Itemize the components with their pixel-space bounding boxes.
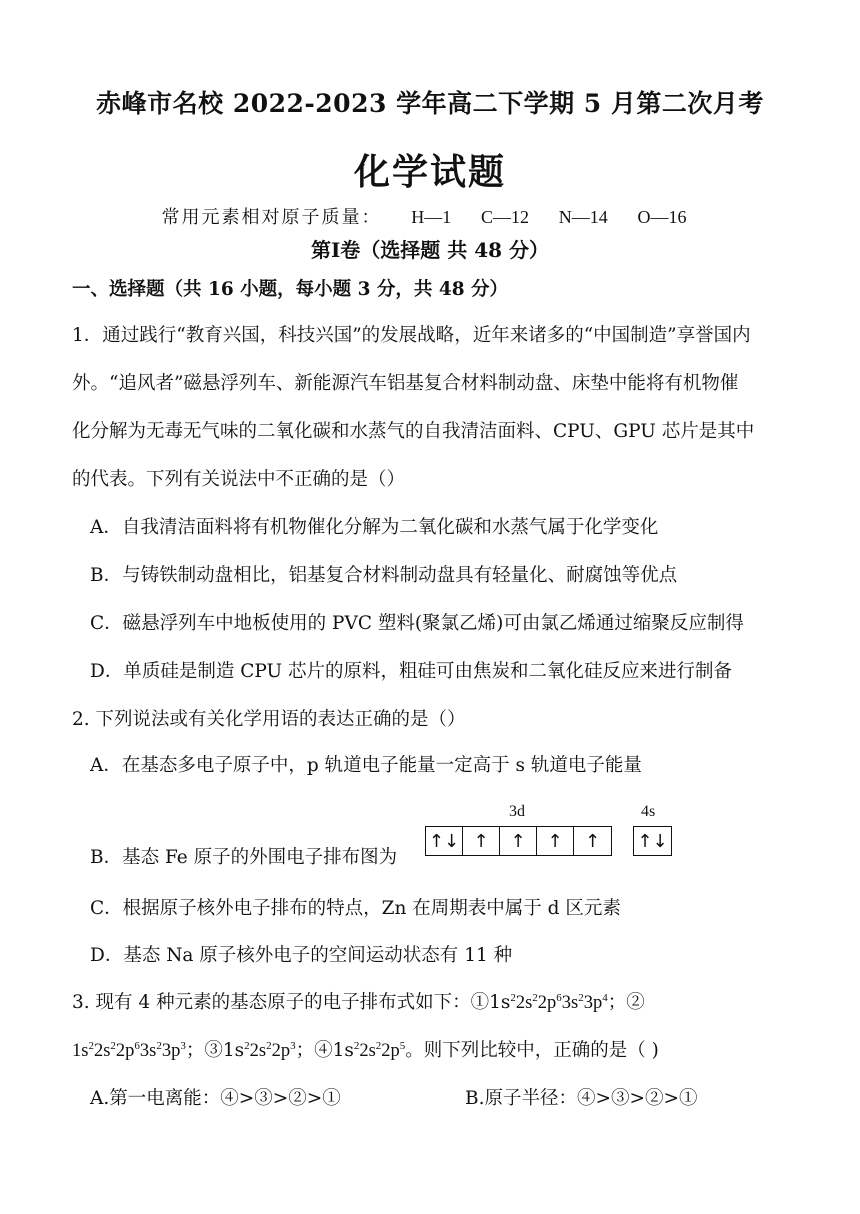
orbital-box-4s (633, 826, 672, 856)
q3-e2-sup-1: 2 (88, 1040, 94, 1052)
q3-e1-sup-5: 4 (602, 992, 608, 1004)
exam-title: 赤峰市名校 2022-2023 学年高二下学期 5 月第二次月考 (96, 89, 764, 118)
q3-option-a: A.第一电离能：④>③>②>① (90, 1088, 341, 1109)
atomic-masses-label: 常用元素相对原子质量： (161, 207, 382, 228)
q3-e1-sup-2: 2 (532, 992, 538, 1004)
orbital-label-4s: 4s (641, 803, 656, 820)
q2-option-b: B．基态 Fe 原子的外围电子排布图为 (90, 847, 398, 868)
q3-e4-2s: 2s (359, 1041, 376, 1061)
q3-stem-line-2 (72, 1036, 659, 1062)
orbital-cell-3d-5: ↑ (584, 830, 601, 852)
q1-option-c: C．磁悬浮列车中地板使用的 PVC 塑料(聚氯乙烯)可由氯乙烯通过缩聚反应制得 (90, 613, 744, 634)
q3-e1-2s: 2s (515, 993, 533, 1013)
q3-e2-2p: 2p (115, 1041, 135, 1061)
section-heading: 一、选择题（共 16 小题，每小题 3 分，共 48 分） (72, 279, 509, 300)
orbital-cell-3d-2: ↑ (463, 827, 500, 855)
volume-heading: 第Ⅰ卷（选择题 共 48 分） (310, 238, 550, 262)
q3-e2-3p: 3p (161, 1041, 181, 1061)
orbital-cell-3d-1: ↑↓ (426, 827, 463, 855)
q1-stem-line-4: 的代表。下列有关说法中不正确的是（） (72, 469, 406, 490)
q3-e1-2p: 2p (537, 993, 557, 1013)
q3-e1-sup-1: 2 (510, 992, 516, 1004)
mass-c: C—12 (480, 207, 529, 227)
q3-e3-2p: 2p (271, 1041, 291, 1061)
q3-e2-sup-5: 3 (180, 1040, 186, 1052)
q3-e2-3s: 3s (139, 1041, 157, 1061)
q3-e1-sup-4: 2 (578, 992, 584, 1004)
q3-e3-prefix: ；③1s (185, 1040, 245, 1061)
q2-stem: 2. 下列说法或有关化学用语的表达正确的是（） (72, 709, 466, 730)
atomic-masses-line (0, 203, 860, 229)
mass-h: H—1 (411, 207, 452, 227)
q1-stem-line-1: 1．通过践行“教育兴国，科技兴国”的发展战略，近年来诸多的“中国制造”享誉国内 (72, 325, 751, 346)
q3-option-b: B.原子半径：④>③>②>① (465, 1088, 698, 1109)
q3-e3-sup-1: 2 (244, 1040, 250, 1052)
q3-e3-sup-3: 3 (290, 1040, 296, 1052)
q3-stem-line-1 (72, 988, 645, 1014)
q3-e4-sup-2: 2 (375, 1040, 382, 1052)
orbital-box-3d (425, 826, 612, 856)
q1-option-d: D．单质硅是制造 CPU 芯片的原料，粗硅可由焦炭和二氧化硅反应来进行制备 (90, 661, 732, 682)
q1-stem-line-2: 外。“追风者”磁悬浮列车、新能源汽车铝基复合材料制动盘、床垫中能将有机物催 (72, 373, 739, 394)
q3-e4-prefix: ；④1s (295, 1040, 354, 1061)
mass-o: O—16 (637, 207, 687, 227)
orbital-cell-3d-4: ↑ (537, 827, 574, 855)
q3-stem-start: 3. 现有 4 种元素的基态原子的电子排布式如下：①1s (72, 992, 511, 1013)
q3-e4-2p: 2p (381, 1041, 400, 1061)
q3-e1-3p: 3p (583, 993, 603, 1013)
orbital-cell-4s-1: ↑↓ (637, 830, 668, 852)
orbital-cell-3d-3: ↑ (500, 827, 537, 855)
q1-stem-line-3: 化分解为无毒无气味的二氧化碳和水蒸气的自我清洁面料、CPU、GPU 芯片是其中 (72, 421, 755, 442)
q3-e1-3s: 3s (561, 993, 579, 1013)
q3-e3-sup-2: 2 (266, 1040, 272, 1052)
q3-e2-2s: 2s (93, 1041, 111, 1061)
q3-e1-sup-3: 6 (556, 992, 562, 1004)
q1-option-a: A．自我清洁面料将有机物催化分解为二氧化碳和水蒸气属于化学变化 (90, 517, 659, 538)
q3-e4-sup-3: 5 (399, 1040, 406, 1052)
q1-option-b: B．与铸铁制动盘相比，铝基复合材料制动盘具有轻量化、耐腐蚀等优点 (90, 565, 678, 586)
q2-option-a: A．在基态多电子原子中，p 轨道电子能量一定高于 s 轨道电子能量 (90, 755, 642, 776)
q3-e4-sup-1: 2 (353, 1040, 360, 1052)
q2-option-d: D．基态 Na 原子核外电子的空间运动状态有 11 种 (90, 945, 513, 966)
q3-e2-sup-4: 2 (156, 1040, 162, 1052)
q3-e3-2s: 2s (249, 1041, 267, 1061)
mass-n: N—14 (558, 207, 608, 227)
q3-stem-end: 。则下列比较中，正确的是（ ) (405, 1040, 659, 1061)
exam-subject-title: 化学试题 (353, 151, 506, 193)
q2-option-c: C．根据原子核外电子排布的特点，Zn 在周期表中属于 d 区元素 (90, 898, 621, 919)
orbital-label-3d: 3d (509, 803, 525, 820)
q3-stem-sep: ；② (607, 992, 645, 1013)
q3-e2-sup-3: 6 (134, 1040, 140, 1052)
q3-e2-1s: 1s (72, 1041, 89, 1061)
q3-e2-sup-2: 2 (110, 1040, 116, 1052)
